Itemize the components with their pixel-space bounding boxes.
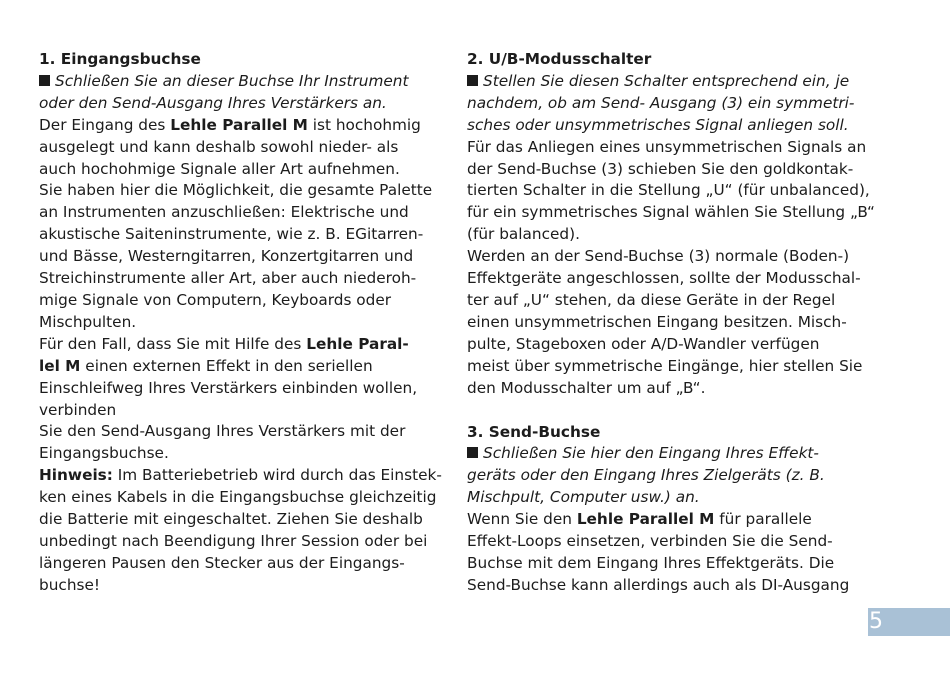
square-bullet-icon bbox=[39, 75, 50, 86]
section-heading-eingangsbuchse: 1. Eingangsbuchse bbox=[39, 50, 201, 68]
intro-line: geräts oder den Eingang Ihres Zielgeräts (z. B. bbox=[467, 466, 825, 485]
body-line: Sie haben hier die Möglichkeit, die gesamte Palette bbox=[39, 181, 433, 200]
body-line: Buchse mit dem Eingang Ihres Effektgeräts. Die bbox=[467, 553, 835, 572]
body-line: (für balanced). bbox=[467, 225, 580, 244]
body-line: meist über symmetrische Eingänge, hier stellen Sie bbox=[467, 356, 863, 375]
left-column bbox=[39, 49, 444, 597]
square-bullet-icon bbox=[467, 447, 478, 458]
product-name: Lehle Parallel M bbox=[576, 510, 715, 529]
body-line: akustische Saiteninstrumente, wie z. B. EGitarren- bbox=[39, 225, 424, 244]
intro-line: Mischpult, Computer usw.) an. bbox=[467, 488, 700, 507]
body-line: Wenn Sie den Lehle Parallel M für parallele bbox=[467, 510, 812, 529]
body-line: Send-Buchse kann allerdings auch als DI-Ausgang bbox=[467, 575, 850, 594]
note-line: Hinweis: Im Batteriebetrieb wird durch das Einstek- bbox=[39, 466, 442, 485]
body-line: Eingangsbuchse. bbox=[39, 444, 169, 463]
body-line: buchse! bbox=[39, 575, 101, 594]
product-name: lel M bbox=[39, 356, 81, 375]
body-line: Streichinstrumente aller Art, aber auch niederoh- bbox=[39, 269, 417, 288]
body-line: Mischpulten. bbox=[39, 312, 137, 331]
page-number-tab bbox=[868, 608, 950, 636]
note-label: Hinweis: bbox=[39, 466, 113, 485]
body-line: an Instrumenten anzuschließen: Elektrische und bbox=[39, 203, 409, 222]
body-line: für ein symmetrisches Signal wählen Sie Stellung „B“ bbox=[467, 203, 875, 222]
intro-line: oder den Send-Ausgang Ihres Verstärkers an. bbox=[39, 93, 387, 112]
body-line: Werden an der Send-Buchse (3) normale (Boden-) bbox=[467, 247, 850, 266]
body-line: und Bässe, Westerngitarren, Konzertgitarren und bbox=[39, 247, 414, 266]
section-heading-modusschalter: 2. U/B-Modusschalter bbox=[467, 50, 652, 68]
body-line: unbedingt nach Beendigung Ihrer Session oder bei bbox=[39, 531, 428, 550]
product-name: Lehle Paral- bbox=[306, 334, 409, 353]
body-line: auch hochohmige Signale aller Art aufnehmen. bbox=[39, 159, 400, 178]
body-line: Einschleifweg Ihres Verstärkers einbinden wollen, bbox=[39, 378, 418, 397]
body-line: ausgelegt und kann deshalb sowohl nieder- als bbox=[39, 137, 399, 156]
body-line: Effekt-Loops einsetzen, verbinden Sie die Send- bbox=[467, 532, 833, 551]
body-line: Für das Anliegen eines unsymmetrischen Signals an bbox=[467, 137, 867, 156]
intro-line: Schließen Sie an dieser Buchse Ihr Instrument bbox=[39, 71, 444, 93]
section-heading-send-buchse: 3. Send-Buchse bbox=[467, 422, 601, 441]
product-name: Lehle Parallel M bbox=[170, 115, 308, 134]
body-line: pulte, Stageboxen oder A/D-Wandler verfügen bbox=[467, 334, 820, 353]
square-bullet-icon bbox=[467, 75, 478, 86]
body-line: Sie den Send-Ausgang Ihres Verstärkers mit der bbox=[39, 422, 406, 441]
intro-line: nachdem, ob am Send- Ausgang (3) ein symmetri- bbox=[467, 93, 855, 112]
intro-line: Schließen Sie hier den Eingang Ihres Effekt- bbox=[467, 443, 872, 465]
body-line: Effektgeräte angeschlossen, sollte der Modusschal- bbox=[467, 269, 861, 288]
body-line: die Batterie mit eingeschaltet. Ziehen Sie deshalb bbox=[39, 510, 423, 529]
body-line: den Modusschalter um auf „B“. bbox=[467, 378, 706, 397]
body-line: längeren Pausen den Stecker aus der Eingangs- bbox=[39, 553, 405, 572]
body-line: verbinden bbox=[39, 400, 117, 419]
body-line: Für den Fall, dass Sie mit Hilfe des Lehle Paral- bbox=[39, 334, 409, 353]
body-line: ter auf „U“ stehen, da diese Geräte in der Regel bbox=[467, 290, 836, 309]
body-line: einen unsymmetrischen Eingang besitzen. Misch- bbox=[467, 312, 847, 331]
body-line: lel M einen externen Effekt in den seriellen bbox=[39, 356, 373, 375]
body-line: Der Eingang des Lehle Parallel M ist hochohmig bbox=[39, 115, 421, 134]
intro-line: sches oder unsymmetrisches Signal anliegen soll. bbox=[467, 115, 849, 134]
body-line: ken eines Kabels in die Eingangsbuchse gleichzeitig bbox=[39, 488, 437, 507]
section-spacer bbox=[467, 400, 872, 422]
right-column bbox=[467, 49, 875, 597]
body-line: tierten Schalter in die Stellung „U“ (für unbalanced), bbox=[467, 181, 870, 200]
body-line: der Send-Buchse (3) schieben Sie den goldkontak- bbox=[467, 159, 854, 178]
intro-line: Stellen Sie diesen Schalter entsprechend ein, je bbox=[467, 71, 872, 93]
page-number: 5 bbox=[869, 609, 883, 634]
body-line: mige Signale von Computern, Keyboards oder bbox=[39, 290, 392, 309]
